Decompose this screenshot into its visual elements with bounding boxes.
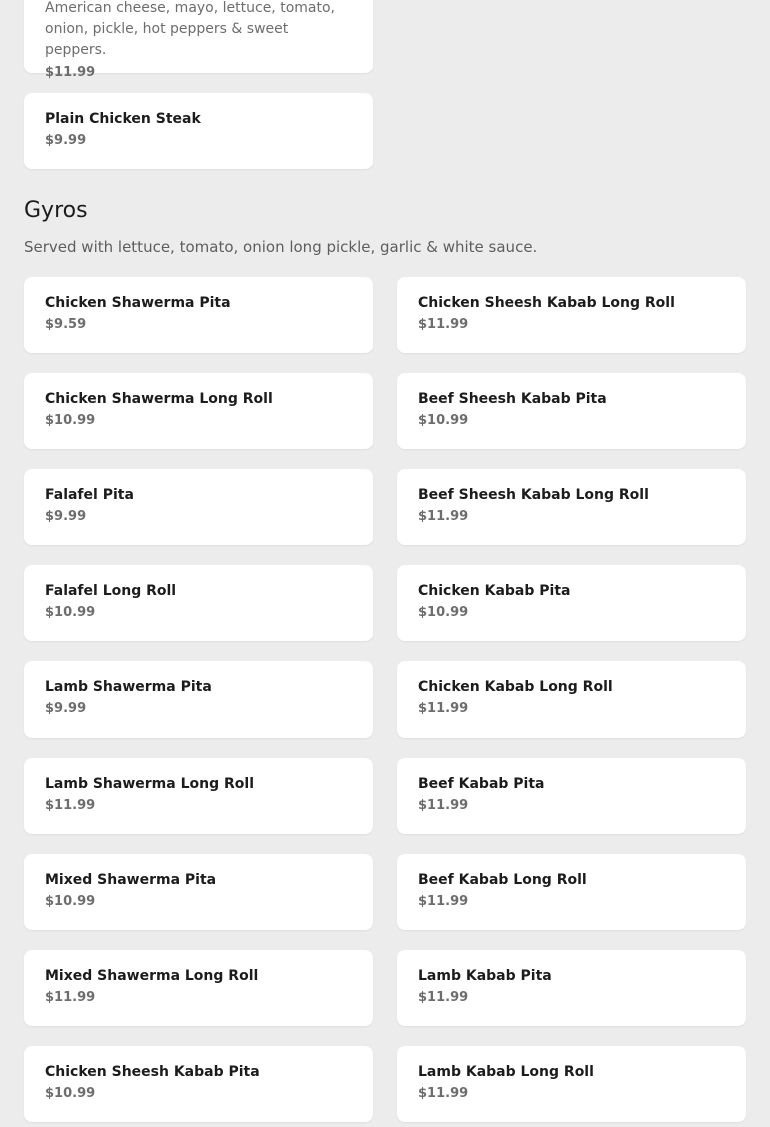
menu-item-card[interactable]	[24, 950, 373, 1026]
menu-item-price: $10.99	[45, 413, 96, 428]
menu-item-card[interactable]	[397, 758, 746, 834]
menu-item-name: Chicken Sheesh Kabab Pita	[45, 1064, 260, 1080]
menu-item-card[interactable]	[24, 1046, 373, 1122]
menu-item-name: Lamb Shawerma Pita	[45, 679, 212, 695]
menu-item-card[interactable]	[397, 469, 746, 545]
menu-item-price: $10.99	[45, 605, 96, 620]
menu-item-price: $9.59	[45, 317, 87, 332]
menu-item-price: $9.99	[45, 701, 87, 716]
menu-item-price: $11.99	[418, 701, 469, 716]
menu-item-description-line: American cheese, mayo, lettuce, tomato,	[45, 0, 335, 16]
section-title: Gyros	[24, 198, 88, 223]
menu-item-name: Mixed Shawerma Pita	[45, 872, 217, 888]
menu-item-price: $10.99	[45, 1086, 96, 1101]
menu-item-name: Chicken Shawerma Pita	[45, 295, 231, 311]
menu-item-price: $11.99	[45, 990, 96, 1005]
menu-item-price: $10.99	[45, 894, 96, 909]
menu-item-card[interactable]	[24, 0, 373, 80]
menu-item-card[interactable]	[24, 854, 373, 930]
menu-item-name: Chicken Shawerma Long Roll	[45, 391, 273, 407]
menu-item-price: $9.99	[45, 133, 87, 148]
menu-item-price: $10.99	[418, 413, 469, 428]
menu-item-name: Plain Chicken Steak	[45, 111, 201, 127]
menu-item-price: $11.99	[418, 798, 469, 813]
menu-item-name: Chicken Sheesh Kabab Long Roll	[418, 295, 675, 311]
menu-item-card[interactable]	[24, 469, 373, 545]
menu-item-name: Falafel Pita	[45, 487, 134, 503]
menu-item-card[interactable]	[397, 565, 746, 641]
menu-item-price: $11.99	[418, 509, 469, 524]
menu-item-card[interactable]	[397, 373, 746, 449]
section-description: Served with lettuce, tomato, onion long pickle, garlic & white sauce.	[24, 238, 538, 256]
menu-item-card[interactable]	[24, 565, 373, 641]
menu-item-price: $9.99	[45, 509, 87, 524]
menu-item-card[interactable]	[24, 93, 373, 169]
menu-item-card[interactable]	[24, 373, 373, 449]
menu-item-price: $11.99	[45, 798, 96, 813]
menu-item-name: Lamb Shawerma Long Roll	[45, 776, 254, 792]
menu-item-card[interactable]	[24, 661, 373, 738]
menu-item-card[interactable]	[397, 1046, 746, 1122]
menu-item-description-line: onion, pickle, hot peppers & sweet peppers.	[45, 21, 289, 58]
menu-item-name: Falafel Long Roll	[45, 583, 177, 599]
menu-item-name: Beef Sheesh Kabab Long Roll	[418, 487, 649, 503]
menu-item-price: $11.99	[418, 894, 469, 909]
menu-item-price: $10.99	[418, 605, 469, 620]
menu-item-card[interactable]	[24, 277, 373, 353]
menu-item-name: Beef Sheesh Kabab Pita	[418, 391, 607, 407]
menu-item-price: $11.99	[418, 317, 469, 332]
menu-item-description	[45, 0, 345, 61]
menu-item-card[interactable]	[397, 854, 746, 930]
menu-item-name: Beef Kabab Long Roll	[418, 872, 587, 888]
menu-item-name: Chicken Kabab Long Roll	[418, 679, 613, 695]
menu-item-name: Chicken Kabab Pita	[418, 583, 571, 599]
menu-item-name: Mixed Shawerma Long Roll	[45, 968, 259, 984]
menu-item-price: $11.99	[418, 1086, 469, 1101]
menu-item-price: $11.99	[45, 65, 96, 80]
menu-item-card[interactable]	[397, 661, 746, 738]
menu-item-card[interactable]	[397, 277, 746, 353]
menu-item-price: $11.99	[418, 990, 469, 1005]
menu-item-card[interactable]	[24, 758, 373, 834]
menu-item-name: Beef Kabab Pita	[418, 776, 545, 792]
menu-item-name: Lamb Kabab Long Roll	[418, 1064, 594, 1080]
menu-item-card[interactable]	[397, 950, 746, 1026]
menu-item-name: Lamb Kabab Pita	[418, 968, 552, 984]
